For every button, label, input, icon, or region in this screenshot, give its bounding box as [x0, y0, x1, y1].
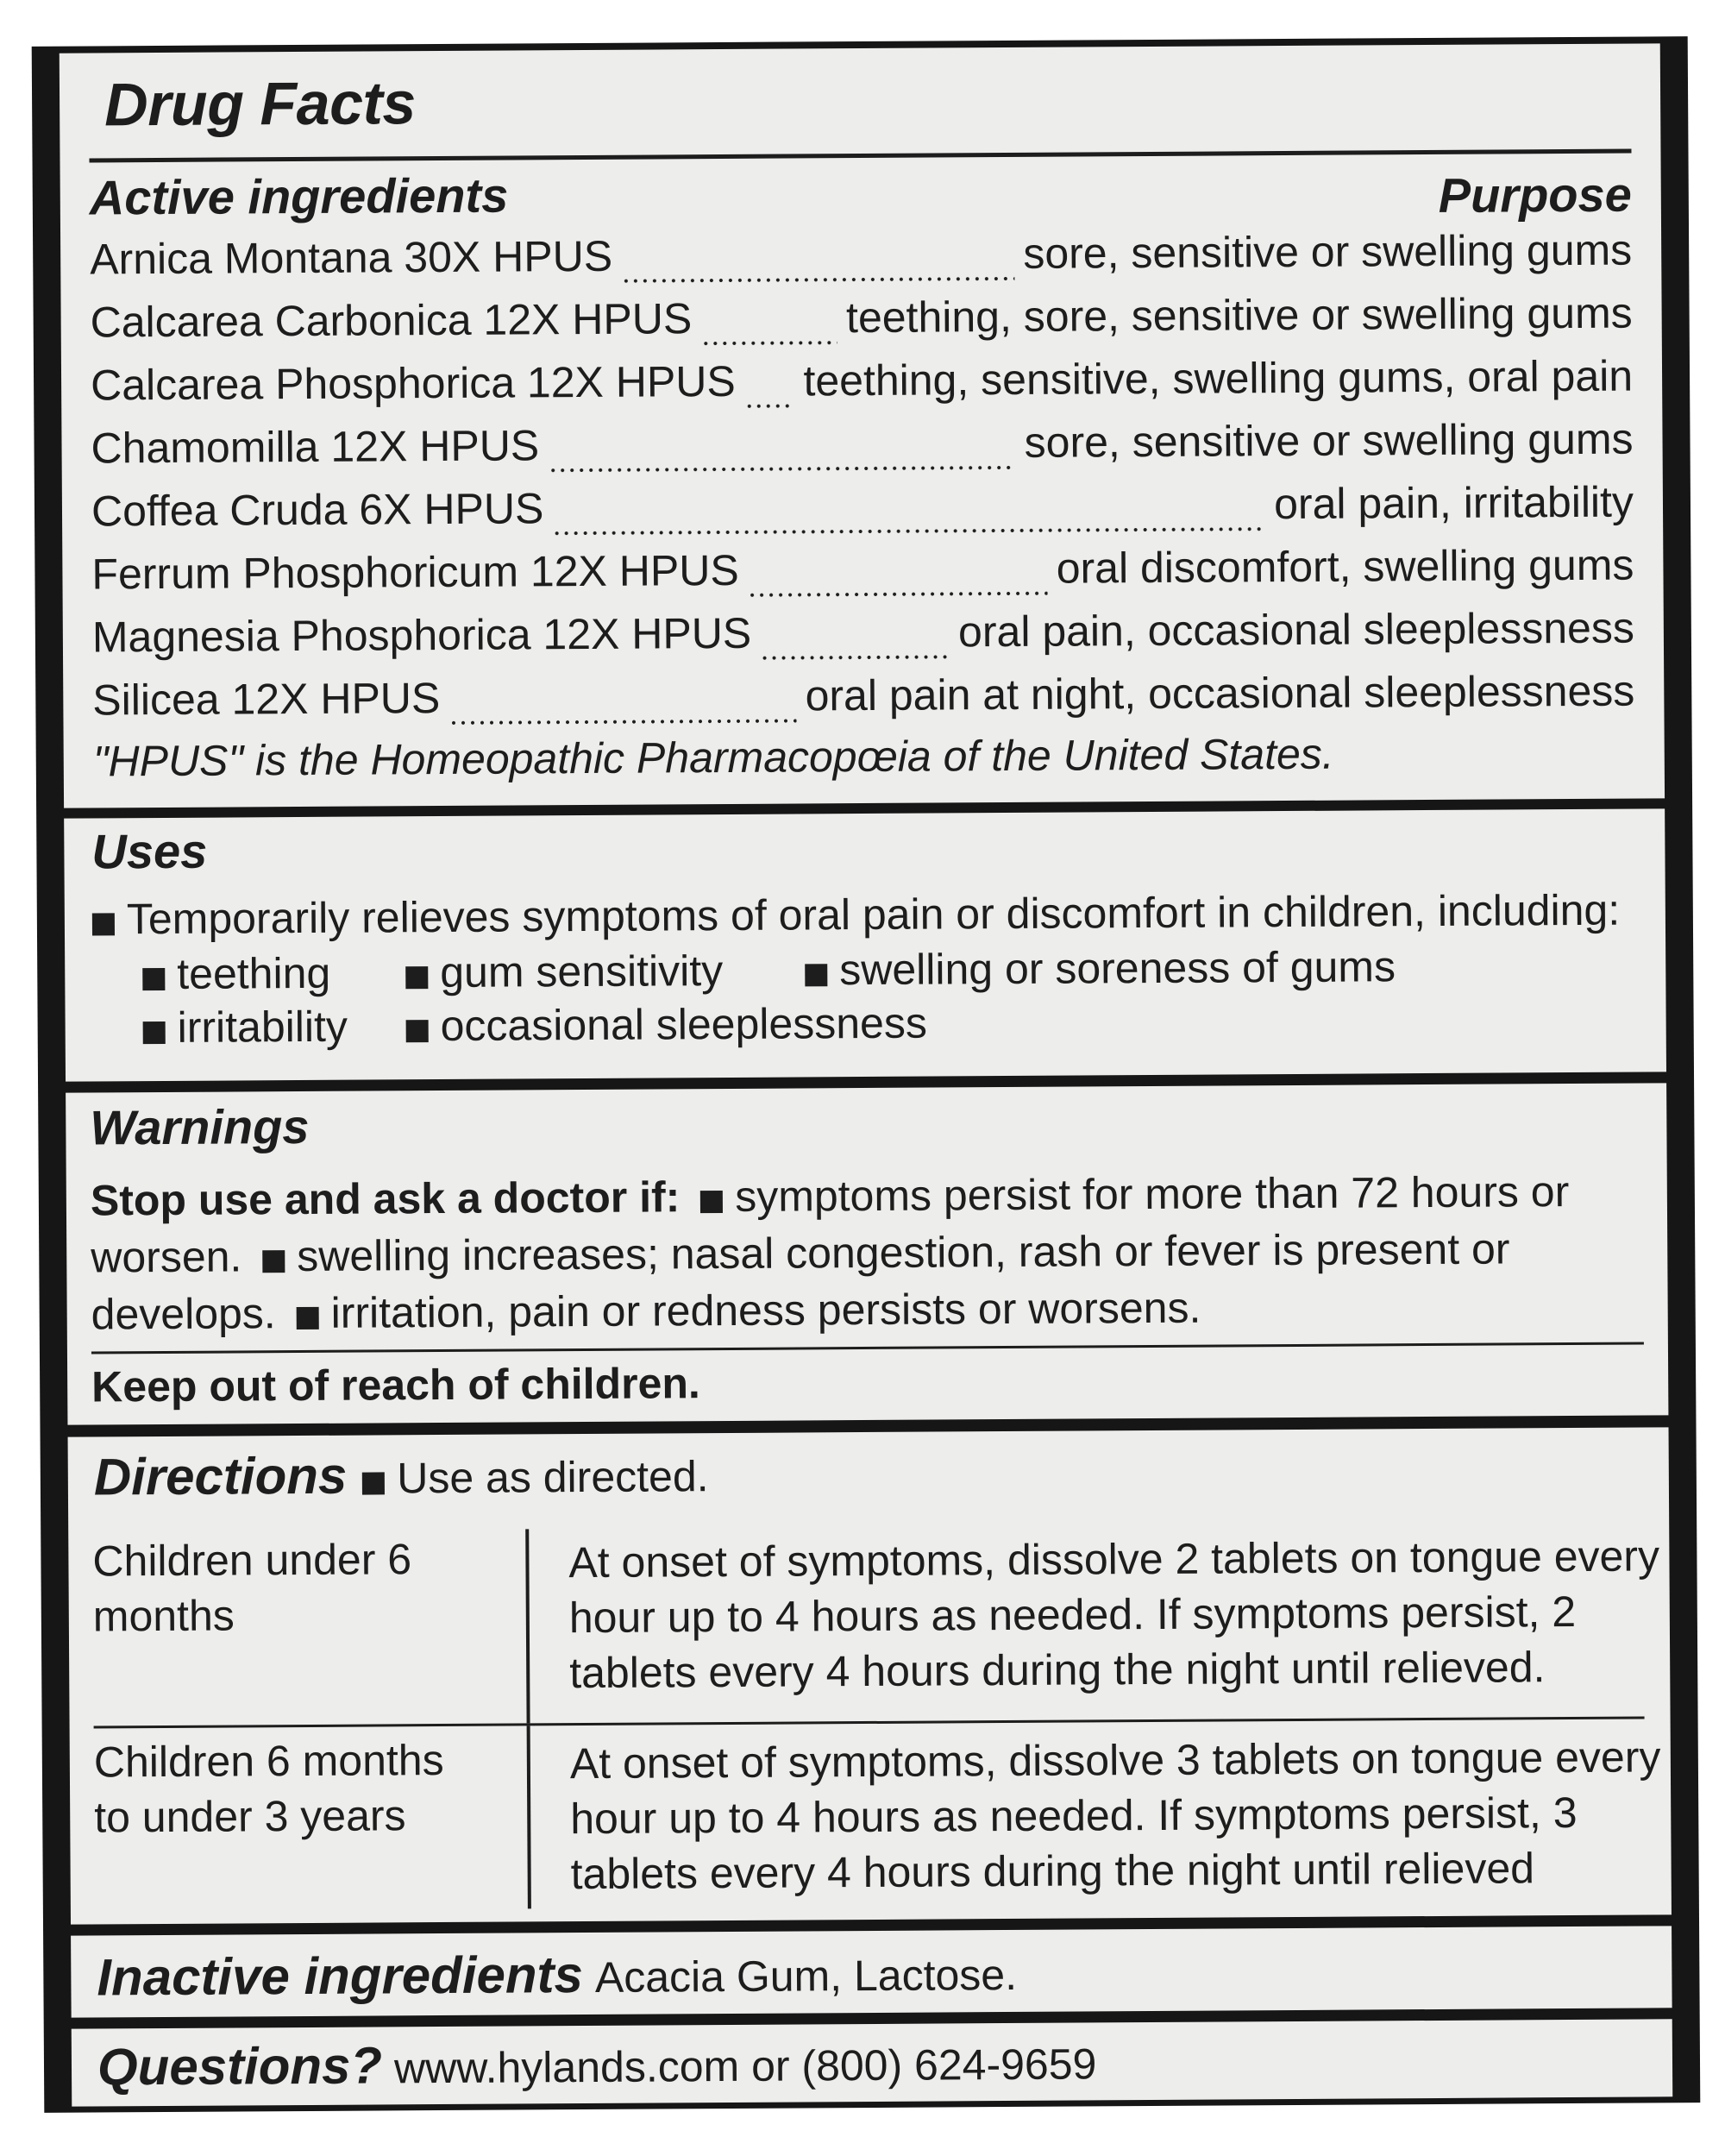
bullet-square-icon	[405, 966, 428, 989]
drug-facts-title: Drug Facts	[104, 69, 416, 139]
inactive-ingredients-value: Acacia Gum, Lactose.	[594, 1950, 1018, 2002]
table-divider-vertical	[527, 1725, 531, 1908]
ingredient-name: Ferrum Phosphoricum 12X HPUS	[91, 545, 739, 599]
ingredient-purpose: oral pain at night, occasional sleeplessness	[805, 666, 1635, 720]
warning-item: swelling increases; nasal congestion, rash or fever is present or develops.	[91, 1224, 1510, 1339]
warnings-section	[66, 1083, 1668, 1424]
ingredient-purpose: teething, sensitive, swelling gums, oral pain	[803, 351, 1634, 405]
uses-intro: Temporarily relieves symptoms of oral pain or discomfort in children, including:	[92, 885, 1621, 945]
dosage-instructions: At onset of symptoms, dissolve 2 tablets on tongue every hour up to 4 hours as needed. If symptoms persist, 2 tablets every 4 hours during the night until relieved.	[568, 1531, 1660, 1698]
inactive-ingredients-line	[97, 1942, 1017, 2008]
dot-leader	[552, 526, 1265, 536]
table-divider-vertical	[525, 1529, 530, 1723]
ingredient-table	[90, 225, 1635, 739]
ingredient-name: Arnica Montana 30X HPUS	[90, 231, 613, 284]
bullet-square-icon	[92, 913, 115, 935]
directions-header: Directions	[93, 1446, 348, 1506]
ingredient-row	[91, 414, 1633, 487]
ingredient-row	[91, 540, 1634, 613]
dot-leader	[700, 340, 837, 346]
ingredient-row	[91, 477, 1634, 550]
dot-leader	[621, 276, 1014, 284]
bullet-square-icon	[362, 1472, 385, 1494]
warning-item: irritation, pain or redness persists or worsens.	[330, 1283, 1201, 1337]
keep-out-of-reach: Keep out of reach of children.	[91, 1359, 700, 1411]
uses-item: irritability	[142, 1002, 348, 1053]
stop-use-label: Stop use and ask a doctor if:	[90, 1172, 681, 1225]
uses-item: teething	[142, 948, 330, 999]
ingredient-row	[90, 225, 1632, 298]
ingredient-name: Calcarea Phosphorica 12X HPUS	[90, 356, 736, 410]
ingredient-name: Silicea 12X HPUS	[92, 674, 441, 725]
ingredient-row	[91, 351, 1633, 424]
directions-heading	[94, 1443, 709, 1506]
bullet-square-icon	[142, 968, 165, 990]
bullet-square-icon	[143, 1021, 166, 1044]
ingredient-name: Magnesia Phosphorica 12X HPUS	[91, 608, 752, 662]
active-ingredients-section	[60, 43, 1665, 808]
warnings-text	[91, 1163, 1644, 1343]
age-group: Children under 6 months	[92, 1535, 412, 1641]
purpose-header: Purpose	[1438, 167, 1632, 223]
directions-general: Use as directed.	[397, 1452, 709, 1503]
bullet-square-icon	[700, 1191, 723, 1213]
ingredient-row	[90, 288, 1632, 361]
ingredient-purpose: sore, sensitive or swelling gums	[1024, 414, 1634, 467]
inactive-ingredients-header: Inactive ingredients	[97, 1945, 584, 2007]
questions-header: Questions?	[97, 2036, 383, 2096]
ingredient-purpose: oral discomfort, swelling gums	[1056, 540, 1634, 593]
age-group: Children 6 months to under 3 years	[93, 1736, 444, 1842]
dot-leader	[448, 718, 796, 725]
uses-header: Uses	[91, 823, 208, 879]
questions-section	[72, 2019, 1673, 2106]
uses-section	[64, 808, 1666, 1081]
table-divider-horizontal	[94, 1717, 1645, 1729]
bullet-square-icon	[262, 1250, 285, 1273]
questions-contact: www.hylands.com or (800) 624-9659	[393, 2040, 1097, 2093]
uses-item: gum sensitivity	[405, 946, 723, 997]
ingredient-row	[92, 603, 1634, 676]
ingredient-purpose: sore, sensitive or swelling gums	[1023, 225, 1633, 278]
directions-section	[68, 1427, 1672, 1924]
bullet-square-icon	[406, 1020, 429, 1042]
ingredient-purpose: oral pain, occasional sleeplessness	[957, 603, 1635, 657]
questions-line	[97, 2031, 1097, 2096]
inactive-ingredients-section	[71, 1926, 1672, 2017]
ingredient-purpose: teething, sore, sensitive or swelling gums	[845, 288, 1633, 343]
hpus-note: "HPUS" is the Homeopathic Pharmacopœia of the United States.	[92, 729, 1334, 786]
dot-leader	[548, 465, 1016, 473]
active-ingredients-header: Active ingredients	[89, 167, 509, 225]
drug-facts-panel	[32, 36, 1701, 2113]
ingredient-name: Chamomilla 12X HPUS	[91, 421, 540, 473]
warning-item: symptoms persist for more than 72 hours or worsen.	[91, 1167, 1570, 1282]
dot-leader	[760, 654, 950, 660]
warnings-header: Warnings	[90, 1098, 310, 1155]
warnings-divider	[91, 1342, 1644, 1354]
bullet-square-icon	[297, 1307, 319, 1329]
title-rule	[89, 149, 1631, 163]
uses-item: occasional sleeplessness	[405, 998, 927, 1052]
dosage-instructions: At onset of symptoms, dissolve 3 tablets on tongue every hour up to 4 hours as needed. If symptoms persist, 3 tablets every 4 hours during the night until relieved	[569, 1732, 1661, 1899]
uses-item: swelling or soreness of gums	[805, 941, 1396, 995]
ingredient-name: Coffea Cruda 6X HPUS	[91, 484, 544, 536]
ingredient-name: Calcarea Carbonica 12X HPUS	[90, 294, 693, 347]
ingredient-row	[92, 666, 1634, 739]
bullet-square-icon	[805, 964, 827, 986]
ingredient-purpose: oral pain, irritability	[1273, 477, 1634, 529]
dot-leader	[748, 591, 1048, 598]
dot-leader	[744, 403, 795, 408]
